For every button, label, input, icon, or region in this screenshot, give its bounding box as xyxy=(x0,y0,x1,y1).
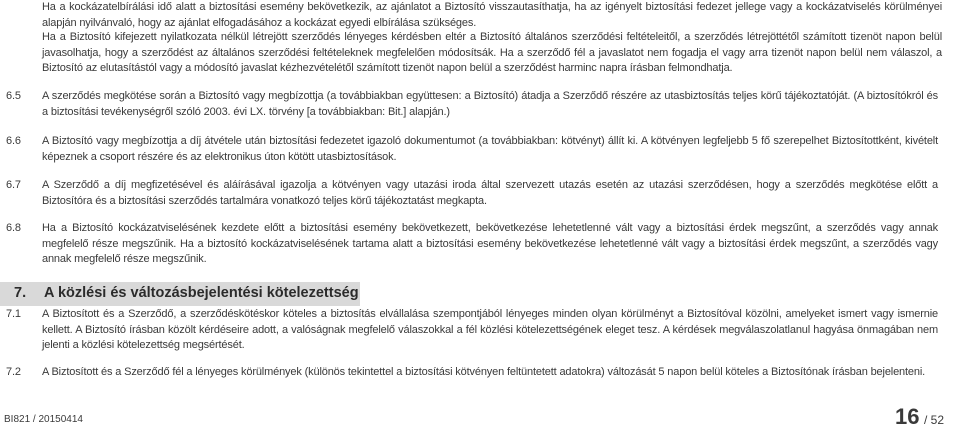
clause-text: A Szerződő a díj megfizetésével és aláírásával igazolja a kötvényen vagy utazási iroda által szervezett utazás esetén az utazási szerződésen, hogy a szerződés megkötése előtt a Biztosítóra és a biztosítási szerződés tartalmára vonatkozó teljes körű tájékoztatást megkapta. xyxy=(42,179,938,207)
clause-number: 7.2 xyxy=(6,366,21,378)
clause-number: 6.8 xyxy=(6,222,21,234)
current-page: 16 xyxy=(895,404,920,429)
clause-number: 7.1 xyxy=(6,308,21,320)
section-number: 7. xyxy=(14,285,27,301)
total-pages: / 52 xyxy=(923,413,944,427)
clause-text: A szerződés megkötése során a Biztosító vagy megbízottja (a továbbiakban együttesen: a Biztosító) átadja a Szerződő részére az utasbiztosítás teljes körű tájékoztatóját. (A biztosítókról és a biztosítási tevékenységről szóló 2003. évi LX. törvény [a továbbiakban: Bit.] alapján.) xyxy=(42,90,938,118)
clause-number: 6.6 xyxy=(6,135,21,147)
clause-text: A Biztosító vagy megbízottja a díj átvétele után biztosítási fedezetet igazoló dokumentumot (a továbbiakban: kötvényt) állít ki. A kötvényen legfeljebb 5 fő szerepelhet Biztosítottként, kivételt képeznek a csoport részére és az elektronikus úton kötött utasbiztosítások. xyxy=(42,135,938,163)
page-number xyxy=(895,404,944,430)
clause-number: 6.5 xyxy=(6,90,21,102)
paragraph-risk-assessment: Ha a kockázatelbírálási idő alatt a biztosítási esemény bekövetkezik, az ajánlatot a Biztosító visszautasíthatja, ha az igényelt biztosítási fedezet jellege vagy a kockázatviselés körülményei alapján nyilvánvaló, hogy az ajánlat elfogadásához a kockázat egyedi elbírálása szükséges. xyxy=(42,1,942,29)
clause-number: 6.7 xyxy=(6,179,21,191)
document-code: BI821 / 20150414 xyxy=(4,414,83,425)
paragraph-contract-deviation: Ha a Biztosító kifejezett nyilatkozata nélkül létrejött szerződés lényeges kérdésben eltér a Biztosító általános szerződési feltételeitől, a szerződés létrejöttétől számított tizenöt napon belül javasolhatja, hogy a szerződést az általános szerződési feltételeknek megfelelően módosítsák. Ha a szerződő fél a javaslatot nem fogadja el vagy arra tizenöt napon belül nem válaszol, a Biztosító az elutasítástól vagy a módosító javaslat kézhezvételétől számított tizenöt napon belül a szerződést harminc napra írásban felmondhatja. xyxy=(42,31,942,74)
section-header xyxy=(0,282,360,306)
section-title: A közlési és változásbejelentési kötelezettség xyxy=(44,285,359,301)
clause-text: Ha a Biztosító kockázatviselésének kezdete előtt a biztosítási esemény bekövetkezett, bekövetkezése lehetetlenné vált vagy a biztosítási érdek megszűnt, a szerződés vagy annak megfelelő része megszűnik. Ha a biztosító kockázatviselésének tartama alatt a biztosítási esemény bekövetkezése lehetetlenné vált vagy a biztosítási érdek megszűnt, a szerződés vagy annak megfelelő része megszűnik. xyxy=(42,222,938,265)
clause-text: A Biztosított és a Szerződő, a szerződéskötéskor köteles a biztosítás elvállalása szempontjából lényeges minden olyan körülményt a Biztosítóval közölni, amelyeket ismert vagy ismernie kellett. A Biztosító írásban közölt kérdéseire adott, a valóságnak megfelelő válaszokkal a fél közlési kötelezettségének eleget tesz. A kérdések megválaszolatlanul hagyása önmagában nem jelenti a közlési kötelezettség megsértését. xyxy=(42,308,938,351)
clause-text: A Biztosított és a Szerződő fél a lényeges körülmények (különös tekintettel a biztosítási kötvényen feltüntetett adatokra) változását 5 napon belül köteles a Biztosítónak írásban bejelenteni. xyxy=(42,366,926,378)
